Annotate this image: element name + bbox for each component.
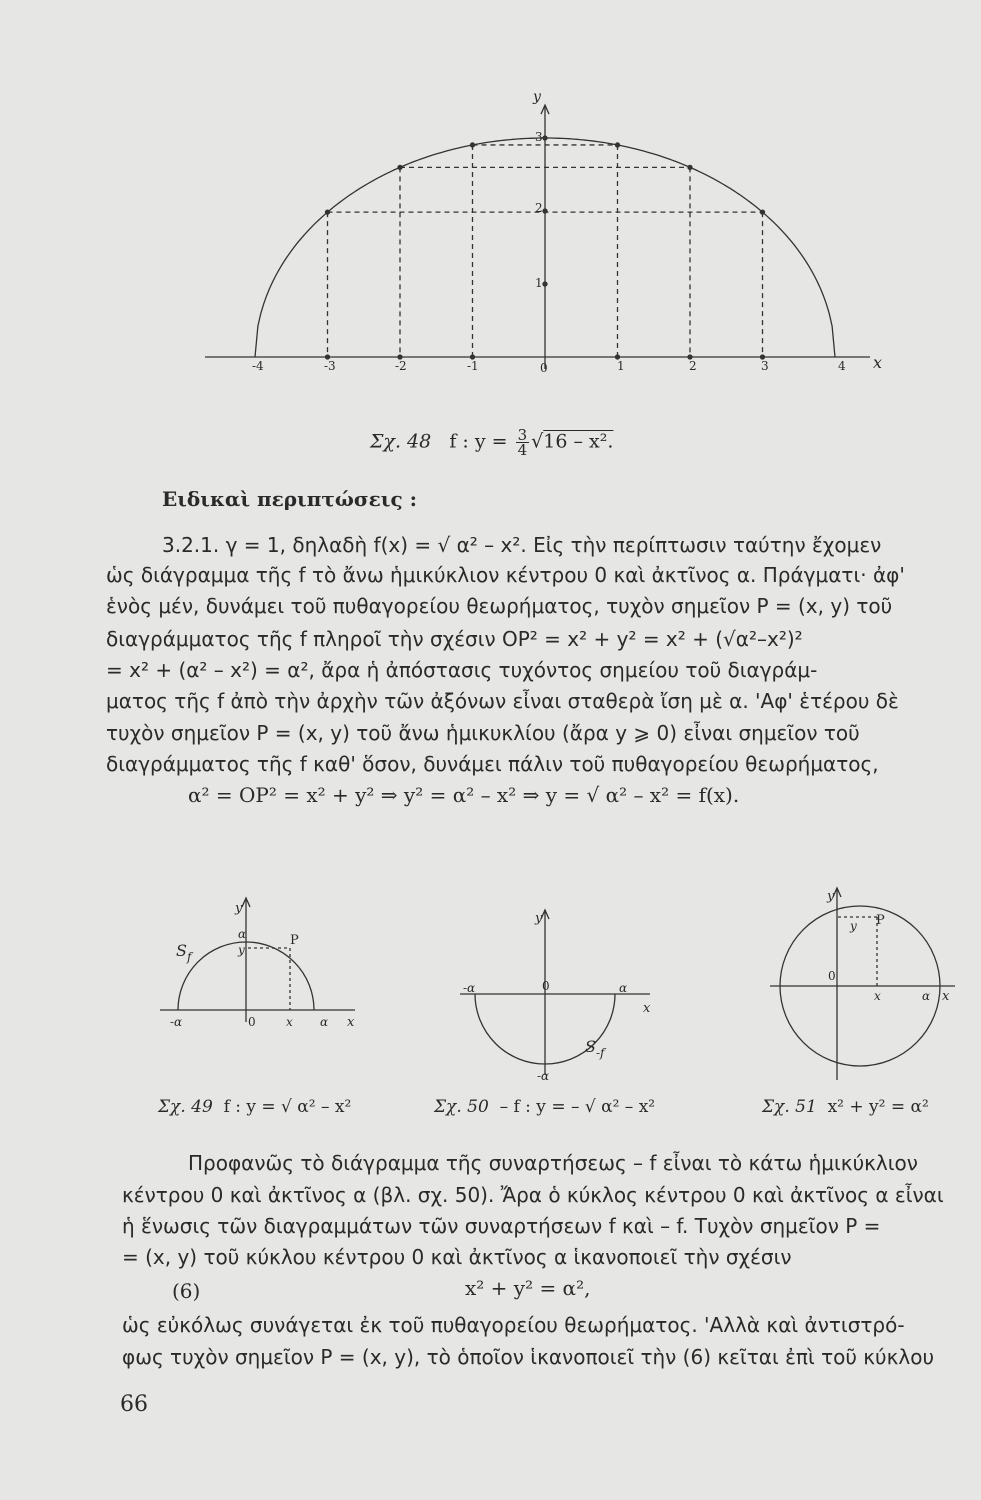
fig49-point-label: P (290, 933, 299, 948)
fig49-y-label: y (235, 901, 243, 916)
caption48-radicand: 16 – x². (543, 430, 614, 453)
fig48-ytick-2: 2 (535, 201, 543, 215)
p1-line-4: διαγράμματος τῆς f πληροῖ τὴν σχέσιν OP² = x² + y² = x² + (√α²–x²)² (106, 627, 803, 651)
p2-line-1: Προφανῶς τὸ διάγραμμα τῆς συναρτήσεως – f εἶναι τὸ κάτω ἡμικύκλιον (188, 1151, 918, 1175)
fig51-caption-label: Σχ. 51 (762, 1097, 817, 1117)
fig49-x-tick: x (286, 1015, 293, 1029)
figure-48 (0, 0, 981, 420)
equation-6: x² + y² = α², (465, 1276, 591, 1300)
fig48-xtick-1: 1 (617, 359, 625, 373)
p2-line-2: κέντρου 0 καὶ ἀκτῖνος α (βλ. σχ. 50). Ἄρα ὁ κύκλος κέντρου 0 καὶ ἀκτῖνος α εἶναι (122, 1183, 944, 1207)
fig48-y-axis-label: y (533, 89, 541, 105)
fig49-x-label: x (347, 1015, 355, 1030)
p3-line-2: φως τυχὸν σημεῖον P = (x, y), τὸ ὁποῖον ἱκανοποιεῖ τὴν (6) κεῖται ἐπὶ τοῦ κύκλου (122, 1345, 935, 1369)
fig48-xtick-m4: -4 (252, 359, 264, 373)
fig51-ylevel-label: y (850, 919, 857, 933)
fig48-xtick-0: 0 (540, 361, 548, 375)
fig50-minus-a-y: -α (537, 1069, 550, 1083)
p1-line-7: τυχὸν σημεῖον P = (x, y) τοῦ ἄνω ἡμικυκλίου (ἄρα y ⩾ 0) εἶναι σημεῖον τοῦ (106, 721, 860, 745)
fig49-zero: 0 (248, 1015, 256, 1029)
p1-line-6: ματος τῆς f ἀπὸ τὴν ἀρχὴν τῶν ἀξόνων εἶναι σταθερὰ ἴση μὲ α. 'Αφ' ἑτέρου δὲ (106, 689, 899, 713)
fig49-caption-eq: f : y = √ α² – x² (223, 1097, 352, 1117)
fig48-ytick-3: 3 (535, 130, 543, 144)
p1-line-9: α² = OP² = x² + y² ⇒ y² = α² – x² ⇒ y = √ α² – x² = f(x). (188, 783, 740, 807)
fig50-a-tick: α (619, 981, 628, 995)
fig50-y-label: y (535, 911, 543, 926)
paragraph-1 (100, 530, 980, 820)
p1-line-1: 3.2.1. γ = 1, δηλαδὴ f(x) = √ α² – x². Εἰς τὴν περίπτωσιν ταύτην ἔχομεν (162, 533, 882, 557)
fig48-x-axis-label: x (873, 353, 883, 372)
fig50-caption (434, 1097, 655, 1117)
fig48-xtick-4: 4 (838, 359, 846, 373)
fig50-graph-S: S (585, 1037, 596, 1056)
fig51-caption (762, 1097, 929, 1117)
fig50-zero: 0 (542, 979, 550, 993)
fig51-zero: 0 (828, 969, 836, 983)
caption48-label: Σχ. 48 (370, 430, 432, 453)
fig51-y-label: y (827, 889, 835, 904)
caption48-fraction (516, 428, 530, 457)
fig48-y-tick-point (543, 136, 547, 140)
fig50-graph-label (585, 1037, 607, 1060)
fig50-minus-a: -α (463, 981, 476, 995)
p1-line-5: = x² + (α² – x²) = α², ἄρα ἡ ἀπόστασις τυχόντος σημείου τοῦ διαγράμ- (106, 658, 818, 682)
fig49-graph-label (176, 941, 194, 964)
fig48-ytick-1: 1 (535, 276, 543, 290)
p1-line-3: ἑνὸς μέν, δυνάμει τοῦ πυθαγορείου θεωρήματος, τυχὸν σημεῖον P = (x, y) τοῦ (106, 594, 893, 618)
caption48-num: 3 (517, 426, 528, 444)
fig51-point-label: P (876, 913, 885, 928)
fig48-y-tick-point (543, 282, 547, 286)
fig48-xtick-2: 2 (689, 359, 697, 373)
fig51-x-label: x (942, 989, 950, 1004)
fig48-xtick-3: 3 (761, 359, 769, 373)
fig49-graph-S: S (176, 941, 187, 960)
fig49-a-label: α (238, 927, 247, 941)
paragraph-3 (100, 1310, 980, 1380)
fig51-caption-eq: x² + y² = α² (827, 1097, 929, 1117)
p3-line-1: ὡς εὐκόλως συνάγεται ἐκ τοῦ πυθαγορείου θεωρήματος. 'Αλλὰ καὶ ἀντιστρό- (122, 1313, 905, 1337)
fig50-graph-sub: -f (595, 1046, 605, 1060)
fig49-a-tick: α (320, 1015, 329, 1029)
page-number: 66 (120, 1392, 148, 1417)
fig48-xtick-m3: -3 (324, 359, 336, 373)
fig51-x-tick: x (874, 989, 881, 1003)
fig48-y-tick-point (543, 209, 547, 213)
fig49-minus-a: -α (170, 1015, 183, 1029)
fig51-a-tick: α (922, 989, 931, 1003)
p1-line-8: διαγράμματος τῆς f καθ' ὅσον, δυνάμει πάλιν τοῦ πυθαγορείου θεωρήματος, (106, 752, 879, 776)
p2-line-4: = (x, y) τοῦ κύκλου κέντρου 0 καὶ ἀκτῖνος α ἱκανοποιεῖ τὴν σχέσιν (122, 1245, 792, 1269)
caption48-den: 4 (517, 441, 528, 459)
fig48-xtick-m1: -1 (467, 359, 479, 373)
p2-line-3: ἡ ἕνωσις τῶν διαγραμμάτων τῶν συναρτήσεων f καὶ – f. Τυχὸν σημεῖον P = (122, 1214, 881, 1238)
caption48-func: f : y = (449, 430, 508, 453)
caption48-root: √ (531, 430, 544, 453)
p1-line-2: ὡς διάγραμμα τῆς f τὸ ἄνω ἡμικύκλιον κέντρου 0 καὶ ἀκτῖνος α. Πράγματι· ἀφ' (106, 563, 905, 587)
fig49-caption (158, 1097, 351, 1117)
section-heading: Ειδικαὶ περιπτώσεις : (162, 487, 417, 511)
fig49-ylevel-label: y (238, 943, 245, 957)
fig48-xtick-m2: -2 (395, 359, 407, 373)
fig50-caption-eq: – f : y = – √ α² – x² (499, 1097, 656, 1117)
equation-6-label: (6) (172, 1279, 201, 1303)
fig50-caption-label: Σχ. 50 (434, 1097, 489, 1117)
figure-51 (770, 888, 955, 1080)
figure-48-caption (370, 428, 613, 457)
paragraph-2 (100, 1148, 980, 1278)
small-figures (0, 880, 981, 1095)
fig49-graph-sub: f (186, 950, 192, 964)
fig49-caption-label: Σχ. 49 (158, 1097, 213, 1117)
fig50-x-label: x (643, 1001, 651, 1016)
